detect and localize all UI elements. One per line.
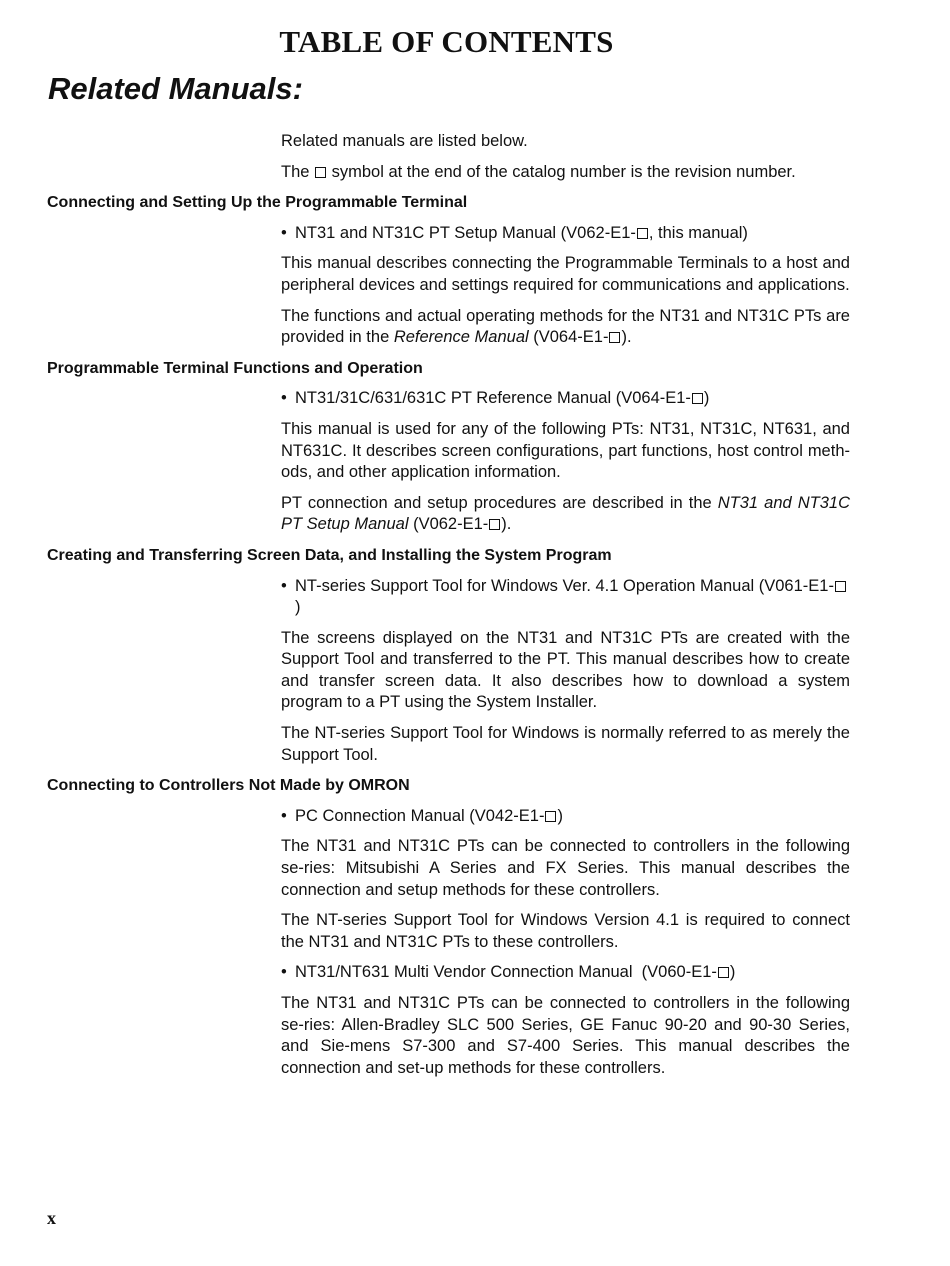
list-item: • NT31/31C/631/631C PT Reference Manual (V064-E1- ) — [281, 388, 850, 410]
description-paragraph: The NT31 and NT31C PTs can be connected to controllers in the following se-ries: Allen-Bradley SLC 500 Series, GE Fanuc 90-20 and 90-30 Series, and Sie-mens S7-300 and S7-400 Series. This manual describes the connection and set-up methods for these controllers. — [281, 994, 850, 1077]
section-heading-screen-data: Creating and Transferring Screen Data, and Installing the System Program — [47, 546, 612, 564]
bullet-icon: • — [281, 389, 287, 408]
description-paragraph: The NT31 and NT31C PTs can be connected to controllers in the following se-ries: Mitsubishi A Series and FX Series. This manual describes the connection and setup methods for these controllers. — [281, 837, 850, 899]
section-heading-controllers: Connecting to Controllers Not Made by OMRON — [47, 777, 410, 795]
intro-paragraph: Related manuals are listed below. — [281, 132, 528, 150]
list-item: • NT-series Support Tool for Windows Ver. 4.1 Operation Manual (V061-E1-) — [281, 576, 850, 619]
description-paragraph: The screens displayed on the NT31 and NT31C PTs are created with the Support Tool and transferred to the PT. This manual describes how to create and transfer screen data. It also describes how to download a system program to a PT using the System Installer. — [281, 628, 850, 712]
section-heading-functions: Programmable Terminal Functions and Operation — [47, 359, 423, 377]
revision-box-icon — [718, 967, 729, 978]
revision-box-icon — [637, 228, 648, 239]
revision-box-icon — [835, 581, 846, 592]
description-paragraph: This manual describes connecting the Programmable Terminals to a host and peripheral devices and settings required for communications and applications. — [281, 254, 850, 294]
revision-box-icon — [692, 393, 703, 404]
manual-list — [47, 131, 850, 1088]
description-paragraph: The NT-series Support Tool for Windows is normally referred to as merely the Support Tool. — [281, 724, 850, 764]
description-paragraph: The functions and actual operating methods for the NT31 and NT31C PTs are provided in the Reference Manual (V064-E1- ). — [281, 306, 850, 347]
section-title: Related Manuals: — [48, 71, 303, 106]
description-paragraph: PT connection and setup procedures are described in the NT31 and NT31C PT Setup Manual (V062-E1- ). — [281, 493, 851, 534]
list-item: • PC Connection Manual (V042-E1- ) — [281, 806, 850, 828]
revision-note: The symbol at the end of the catalog number is the revision number. — [281, 162, 796, 181]
revision-box-icon — [315, 167, 326, 178]
bullet-icon: • — [281, 223, 287, 242]
description-paragraph: This manual is used for any of the following PTs: NT31, NT31C, NT631, and NT631C. It describes screen configurations, part functions, host control meth-ods, and other application information. — [281, 419, 850, 482]
bullet-icon: • — [281, 576, 287, 595]
revision-box-icon — [609, 332, 620, 343]
header-title: TABLE OF CONTENTS — [279, 24, 614, 59]
list-item: • NT31 and NT31C PT Setup Manual (V062-E1- , this manual) — [281, 223, 850, 245]
description-paragraph: The NT-series Support Tool for Windows Version 4.1 is required to connect the NT31 and NT31C PTs to these controllers. — [281, 911, 850, 951]
bullet-icon: • — [281, 806, 287, 825]
revision-box-icon — [489, 519, 500, 530]
page-number: x — [47, 1208, 56, 1228]
list-item: • NT31/NT631 Multi Vendor Connection Manual (V060-E1- ) — [281, 962, 850, 984]
bullet-icon: • — [281, 963, 287, 982]
section-heading-setup: Connecting and Setting Up the Programmable Terminal — [47, 194, 468, 212]
revision-box-icon — [545, 811, 556, 822]
